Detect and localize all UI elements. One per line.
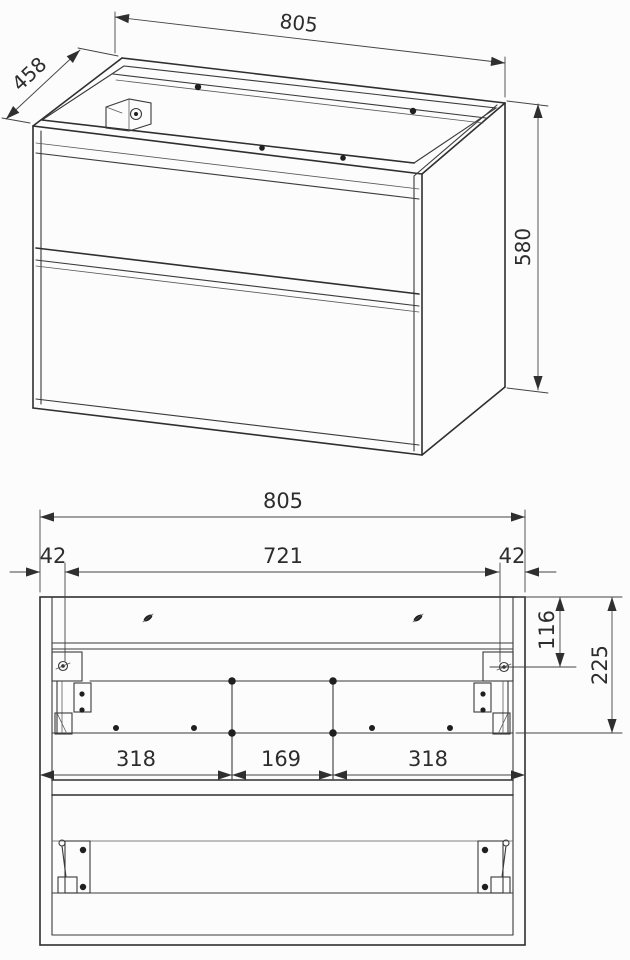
front-top-rail-screws bbox=[143, 613, 424, 623]
front-rail-height-label: 225 bbox=[588, 644, 612, 686]
iso-back-rail bbox=[113, 74, 486, 161]
front-slide-left-label: 318 bbox=[115, 747, 157, 771]
iso-dim-height bbox=[507, 101, 548, 393]
front-hanging-bracket-right bbox=[483, 652, 513, 681]
front-dim-overall-width bbox=[40, 489, 525, 592]
front-left-offset-label: 42 bbox=[39, 544, 67, 568]
front-hanging-bracket-left bbox=[52, 652, 82, 681]
front-slide-right-label: 318 bbox=[407, 747, 449, 771]
front-bracket-depth-label: 116 bbox=[535, 609, 559, 651]
iso-dim-depth bbox=[2, 48, 118, 123]
front-slide-left bbox=[55, 681, 91, 734]
iso-hanging-bracket bbox=[106, 99, 151, 131]
iso-front-rail-hole bbox=[259, 145, 265, 151]
iso-drawer-fronts bbox=[36, 143, 419, 312]
iso-width-dim-label: 805 bbox=[278, 8, 320, 38]
front-dim-offsets-row bbox=[10, 544, 556, 662]
front-dim-slide-spacing bbox=[40, 747, 525, 780]
front-view bbox=[10, 489, 622, 945]
front-overall-width-label: 805 bbox=[262, 489, 304, 513]
front-cabinet-outline bbox=[40, 597, 525, 945]
front-slide-right bbox=[474, 681, 510, 734]
front-inner-width-label: 721 bbox=[262, 544, 304, 568]
iso-depth-dim-label: 458 bbox=[7, 52, 52, 96]
iso-dim-width bbox=[115, 9, 505, 97]
iso-wall-screw-hole bbox=[410, 108, 416, 114]
front-lower-bracket-right bbox=[478, 840, 510, 893]
iso-height-dim-label: 580 bbox=[511, 227, 535, 267]
front-right-offset-label: 42 bbox=[498, 544, 526, 568]
front-lower-bracket-left bbox=[58, 840, 90, 893]
iso-wall-screw-hole bbox=[195, 84, 201, 90]
iso-front-rail-hole bbox=[340, 155, 346, 161]
front-slide-center-label: 169 bbox=[260, 747, 302, 771]
isometric-view bbox=[2, 9, 548, 455]
